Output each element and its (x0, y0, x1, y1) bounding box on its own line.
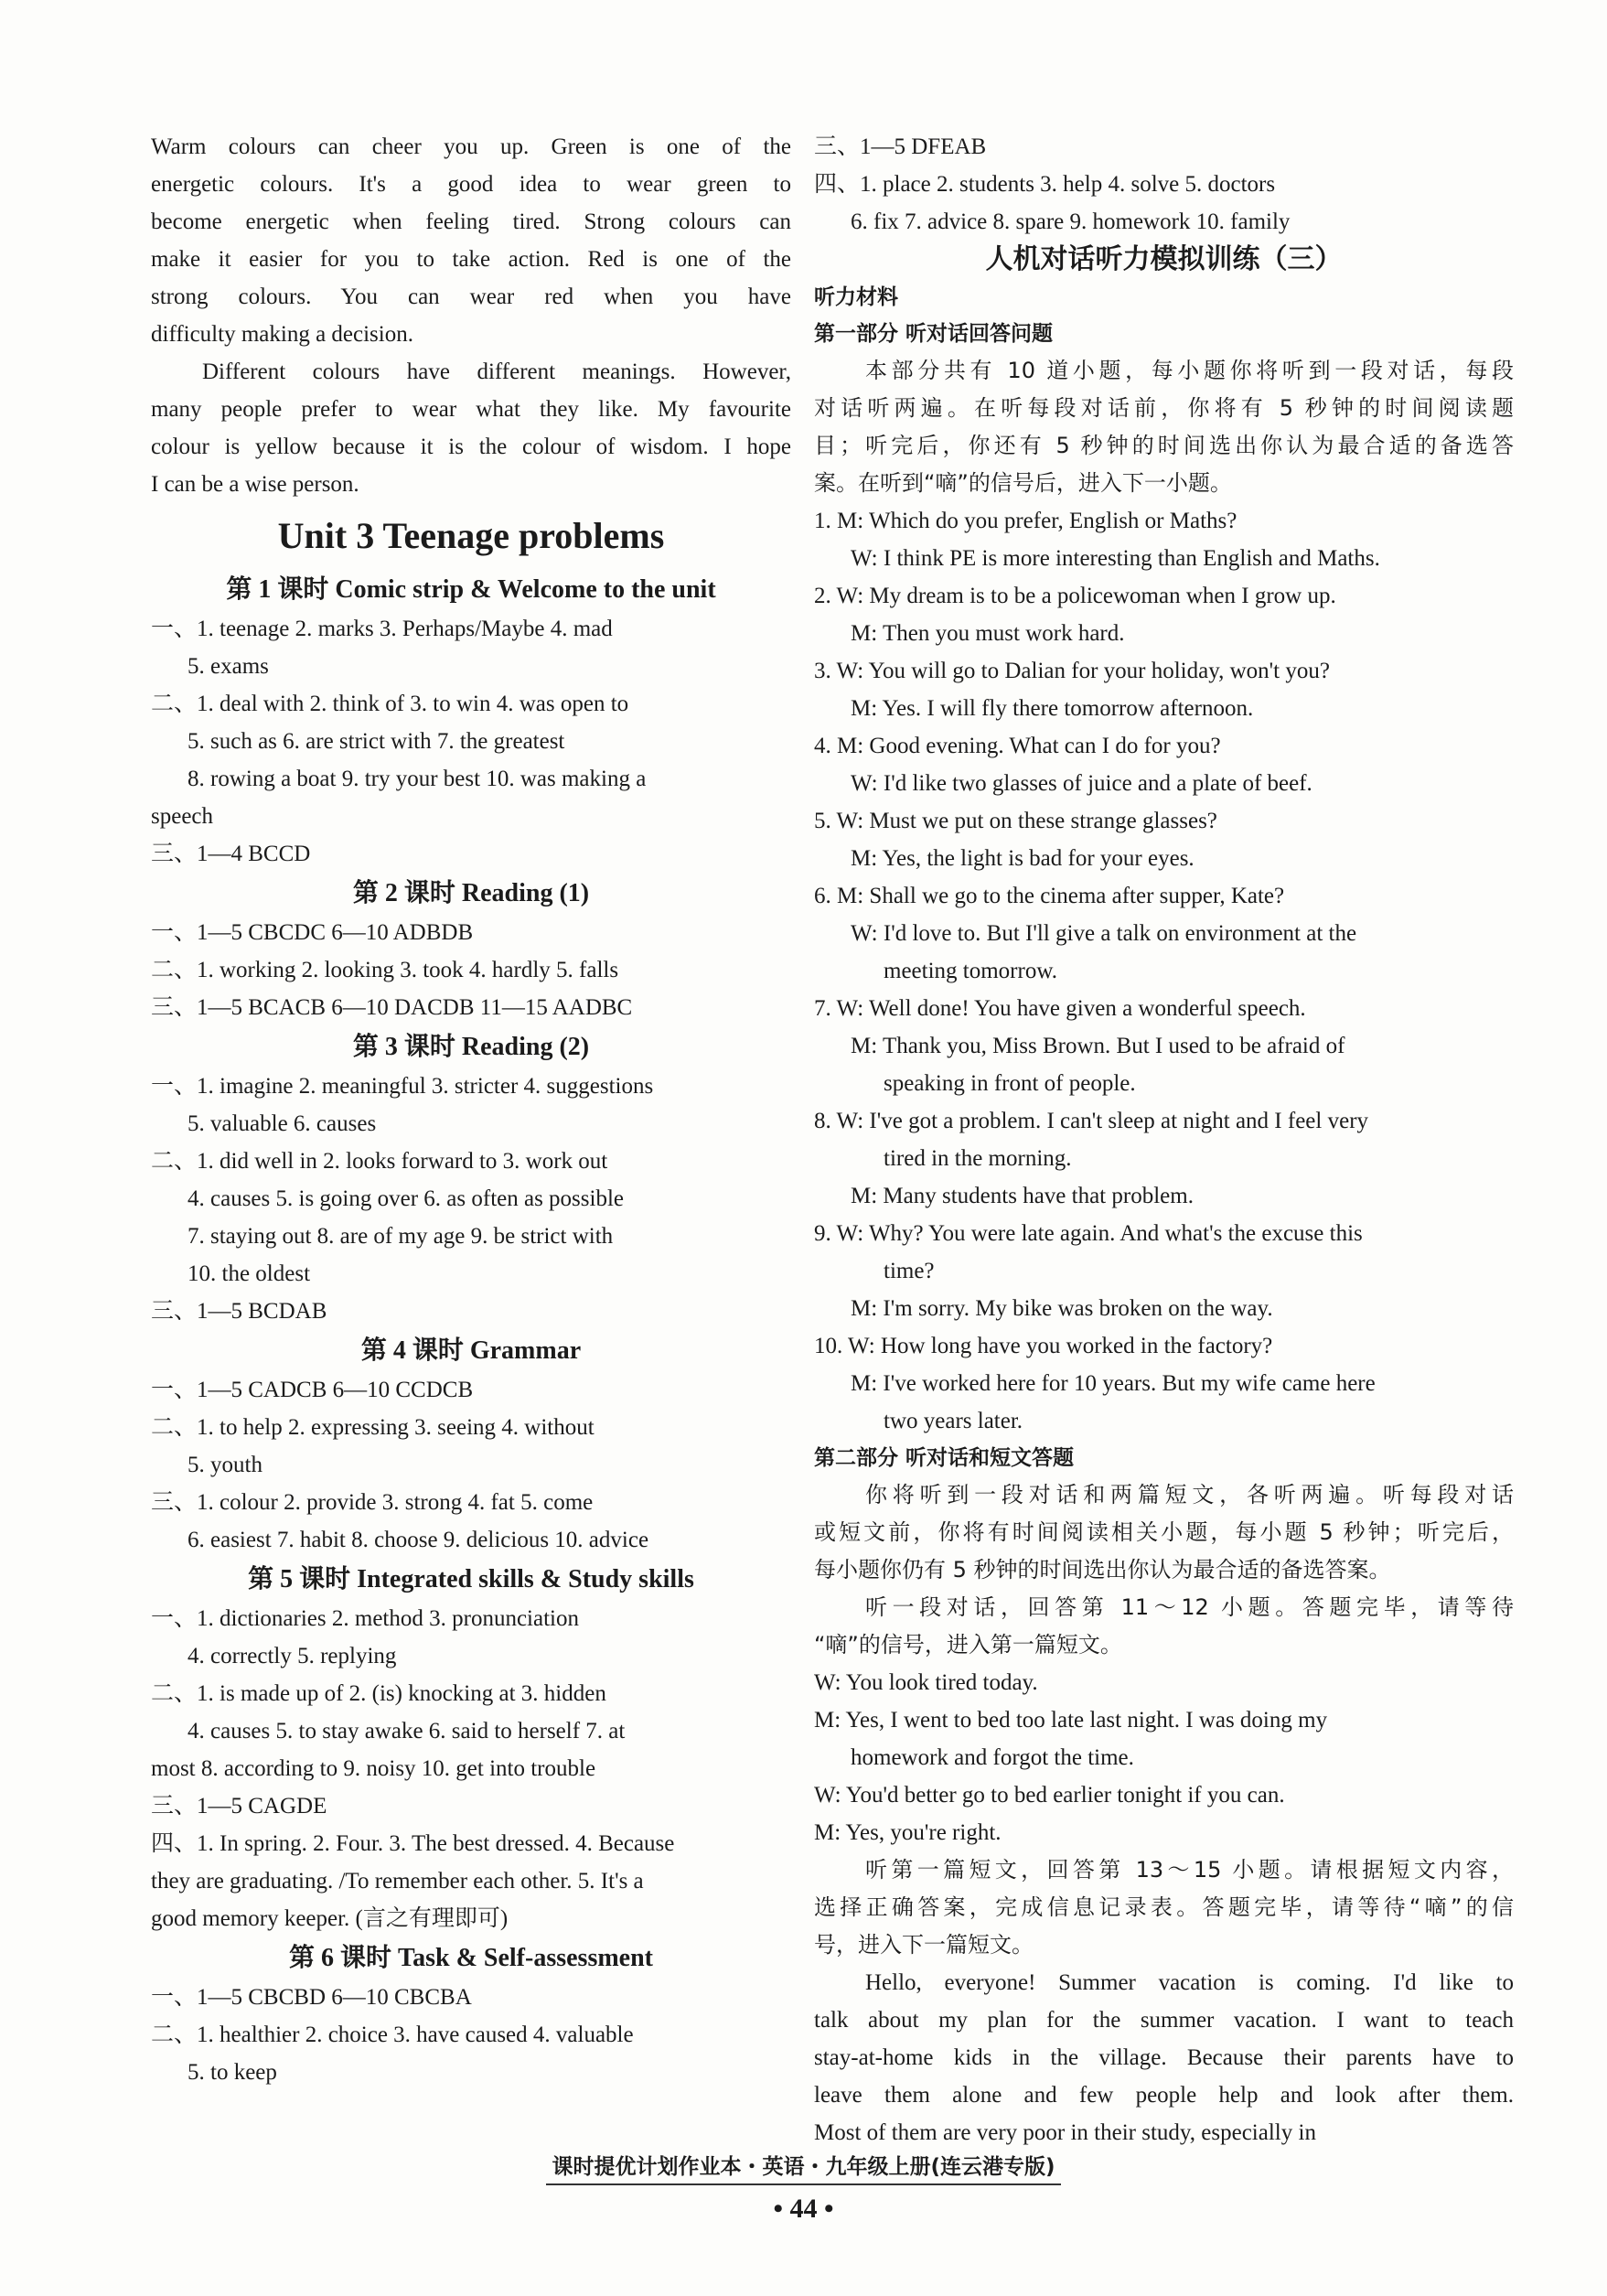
answer-line: 1. M: Which do you prefer, English or Maths? (814, 509, 1237, 533)
answer-line: 5. such as 6. are strict with 7. the greatest (187, 729, 565, 754)
answer-line: 10. the oldest (187, 1261, 311, 1286)
answer-line: tired in the morning. (884, 1146, 1072, 1171)
answer-line: two years later. (884, 1409, 1023, 1433)
part2-note-dialogue (814, 1589, 1514, 1664)
answer-line: 三、1—5 BCDAB (151, 1299, 327, 1324)
answer-line: 一、1. dictionaries 2. method 3. pronunciation (151, 1606, 579, 1631)
answer-line: 5. to keep (187, 2060, 277, 2085)
unit-title: Unit 3 Teenage problems (277, 515, 665, 556)
answer-line: W: You look tired today. (814, 1670, 1038, 1695)
paragraph-line: difficulty making a decision. (151, 322, 413, 347)
part2-heading: 第二部分 听对话和短文答题 (814, 1446, 1075, 1470)
answer-line: 二、1. is made up of 2. (is) knocking at 3. hidden (151, 1681, 606, 1706)
answer-line: M: Yes, the light is bad for your eyes. (851, 846, 1195, 871)
answer-line: W: You'd better go to bed earlier tonight if you can. (814, 1783, 1285, 1808)
previous-answers (814, 128, 1514, 241)
footer-title: 课时提优计划作业本・英语・九年级上册(连云港专版) (546, 2150, 1060, 2185)
answer-line: 一、1. teenage 2. marks 3. Perhaps/Maybe 4. mad (151, 617, 613, 641)
answer-line: 9. W: Why? You were late again. And what's the excuse this (814, 1221, 1363, 1246)
paragraph-line: become energetic when feeling tired. Strong colours can (151, 209, 791, 234)
answer-line: M: Yes, I went to bed too late last night. I was doing my (814, 1708, 1328, 1733)
answer-line: W: I think PE is more interesting than English and Maths. (851, 546, 1380, 571)
lesson-heading: 第 4 课时 Grammar (360, 1336, 582, 1365)
answer-line: 4. M: Good evening. What can I do for you? (814, 734, 1221, 758)
page-number: • 44 • (773, 2194, 834, 2224)
answer-line: M: Many students have that problem. (851, 1184, 1194, 1208)
answer-line: 一、1—5 CBCDC 6—10 ADBDB (151, 920, 474, 945)
answer-line: 四、1. place 2. students 3. help 4. solve 5. doctors (814, 172, 1276, 197)
part2-intro (814, 1476, 1514, 1589)
answer-line: 10. W: How long have you worked in the factory? (814, 1334, 1273, 1358)
answer-line: 2. W: My dream is to be a policewoman when I grow up. (814, 584, 1336, 608)
paragraph-line: 听一段对话，回答第 11～12 小题。答题完毕，请等待 (865, 1594, 1514, 1620)
part1-heading: 第一部分 听对话回答问题 (814, 322, 1054, 346)
answer-line: M: I'm sorry. My bike was broken on the way. (851, 1296, 1273, 1321)
answer-line: 一、1. imagine 2. meaningful 3. stricter 4. suggestions (151, 1074, 654, 1099)
paragraph-line: 或短文前，你将有时间阅读相关小题，每小题 5 秒钟；听完后， (814, 1519, 1514, 1545)
intro-paragraph (151, 128, 791, 353)
material-label: 听力材料 (814, 285, 898, 309)
lesson-heading: 第 6 课时 Task & Self-assessment (289, 1944, 653, 1972)
paragraph-line: leave them alone and few people help and look after them. (814, 2083, 1514, 2108)
answer-line: meeting tomorrow. (884, 959, 1058, 983)
lesson-heading: 第 2 课时 Reading (1) (352, 879, 590, 907)
answer-line: 4. causes 5. to stay awake 6. said to herself 7. at (187, 1719, 626, 1743)
answer-line: 三、1. colour 2. provide 3. strong 4. fat 5. come (151, 1490, 594, 1515)
lesson-heading: 第 3 课时 Reading (2) (352, 1033, 590, 1061)
paragraph-line: stay-at-home kids in the village. Because their parents have to (814, 2045, 1514, 2070)
paragraph-line: make it easier for you to take action. Red is one of the (151, 247, 791, 272)
paragraph-line: colour is yellow because it is the colour of wisdom. I hope (151, 435, 791, 459)
answer-line: 6. fix 7. advice 8. spare 9. homework 10. family (851, 209, 1291, 234)
answer-line: 二、1. healthier 2. choice 3. have caused 4. valuable (151, 2022, 634, 2047)
answer-line: 三、1—4 BCCD (151, 842, 311, 866)
paragraph-line: 案。在听到“嘀”的信号后，进入下一小题。 (814, 470, 1232, 496)
paragraph-line: 你将听到一段对话和两篇短文，各听两遍。听每段对话 (865, 1482, 1514, 1507)
section-title: 人机对话听力模拟训练（三） (985, 243, 1343, 275)
answer-line: 四、1. In spring. 2. Four. 3. The best dressed. 4. Because (151, 1831, 675, 1856)
answer-line: most 8. according to 9. noisy 10. get into trouble (151, 1756, 596, 1781)
lesson-answers (151, 569, 791, 2091)
answer-line: W: I'd love to. But I'll give a talk on environment at the (851, 921, 1357, 946)
answer-line: 三、1—5 DFEAB (814, 134, 987, 159)
answer-line: M: Then you must work hard. (851, 621, 1125, 646)
second-paragraph (151, 353, 791, 503)
answer-line: 3. W: You will go to Dalian for your holiday, won't you? (814, 659, 1330, 683)
answer-line: 8. W: I've got a problem. I can't sleep at night and I feel very (814, 1109, 1369, 1133)
answer-line: 三、1—5 CAGDE (151, 1794, 327, 1819)
answer-line: 三、1—5 BCACB 6—10 DACDB 11—15 AADBC (151, 995, 633, 1020)
answer-line: speech (151, 804, 214, 829)
paragraph-line: many people prefer to wear what they like. My favourite (151, 397, 791, 422)
column-divider (798, 128, 799, 2159)
paragraph-line: 听第一篇短文，回答第 13～15 小题。请根据短文内容， (865, 1857, 1514, 1883)
answer-line: 7. W: Well done! You have given a wonderful speech. (814, 996, 1306, 1021)
left-column (151, 128, 791, 2091)
paragraph-line: Most of them are very poor in their study, especially in (814, 2120, 1316, 2145)
footer (0, 2150, 1607, 2192)
answer-line: W: I'd like two glasses of juice and a plate of beef. (851, 771, 1312, 796)
paragraph-line: 本部分共有 10 道小题，每小题你将听到一段对话，每段 (865, 358, 1514, 383)
answer-line: speaking in front of people. (884, 1071, 1136, 1096)
answer-line: 二、1. to help 2. expressing 3. seeing 4. without (151, 1415, 595, 1440)
part2-dialogue (814, 1664, 1514, 1851)
answer-line: 5. W: Must we put on these strange glasses? (814, 809, 1217, 833)
answer-line: time? (884, 1259, 935, 1283)
answer-line: M: Yes, you're right. (814, 1820, 1002, 1845)
paragraph-line: energetic colours. It's a good idea to wear green to (151, 172, 791, 197)
answer-line: 二、1. did well in 2. looks forward to 3. work out (151, 1149, 608, 1174)
answer-line: 6. easiest 7. habit 8. choose 9. delicious 10. advice (187, 1528, 649, 1552)
paragraph-line: “嘀”的信号，进入第一篇短文。 (814, 1632, 1122, 1658)
answer-line: 一、1—5 CBCBD 6—10 CBCBA (151, 1985, 472, 2010)
answer-line: 8. rowing a boat 9. try your best 10. was making a (187, 767, 647, 791)
part1-intro (814, 352, 1514, 502)
answer-line: they are graduating. /To remember each other. 5. It's a (151, 1869, 644, 1894)
paragraph-line: 号，进入下一篇短文。 (814, 1932, 1034, 1958)
part2-note-passage (814, 1851, 1514, 1964)
answer-line: homework and forgot the time. (851, 1745, 1134, 1770)
right-column (814, 128, 1514, 2151)
answer-line: 二、1. working 2. looking 3. took 4. hardly 5. falls (151, 958, 619, 982)
answer-line: 6. M: Shall we go to the cinema after supper, Kate? (814, 884, 1285, 908)
paragraph-line: Hello, everyone! Summer vacation is coming. I'd like to (865, 1970, 1514, 1995)
paragraph-line: 选择正确答案，完成信息记录表。答题完毕，请等待“嘀”的信 (814, 1894, 1514, 1920)
lesson-heading: 第 1 课时 Comic strip & Welcome to the unit (226, 575, 716, 604)
paragraph-line: Warm colours can cheer you up. Green is one of the (151, 134, 791, 159)
answer-line: 5. exams (187, 654, 269, 679)
paragraph-line: strong colours. You can wear red when you have (151, 284, 791, 309)
paragraph-line: talk about my plan for the summer vacation. I want to teach (814, 2008, 1514, 2033)
answer-line: 7. staying out 8. are of my age 9. be strict with (187, 1224, 614, 1249)
paragraph-line: 每小题你仍有 5 秒钟的时间选出你认为最合适的备选答案。 (814, 1557, 1391, 1583)
lesson-heading: 第 5 课时 Integrated skills & Study skills (248, 1565, 694, 1593)
answer-line: 4. causes 5. is going over 6. as often as possible (187, 1186, 625, 1211)
paragraph-line: 对话听两遍。在听每段对话前，你将有 5 秒钟的时间阅读题 (814, 395, 1514, 421)
answer-line: 一、1—5 CADCB 6—10 CCDCB (151, 1378, 474, 1402)
answer-line: M: Thank you, Miss Brown. But I used to be afraid of (851, 1034, 1345, 1058)
answer-line: 5. youth (187, 1453, 262, 1477)
passage (814, 1964, 1514, 2151)
part1-dialogues (814, 502, 1514, 1440)
paragraph-line: Different colours have different meanings. However, (202, 359, 791, 384)
paragraph-line: 目；听完后，你还有 5 秒钟的时间选出你认为最合适的备选答 (814, 433, 1514, 458)
paragraph-line: I can be a wise person. (151, 472, 359, 497)
answer-line: good memory keeper. (言之有理即可) (151, 1906, 509, 1931)
answer-line: 4. correctly 5. replying (187, 1644, 397, 1668)
answer-line: 5. valuable 6. causes (187, 1111, 377, 1136)
answer-line: M: Yes. I will fly there tomorrow afternoon. (851, 696, 1254, 721)
answer-line: 二、1. deal with 2. think of 3. to win 4. was open to (151, 692, 629, 716)
answer-line: M: I've worked here for 10 years. But my wife came here (851, 1371, 1376, 1396)
